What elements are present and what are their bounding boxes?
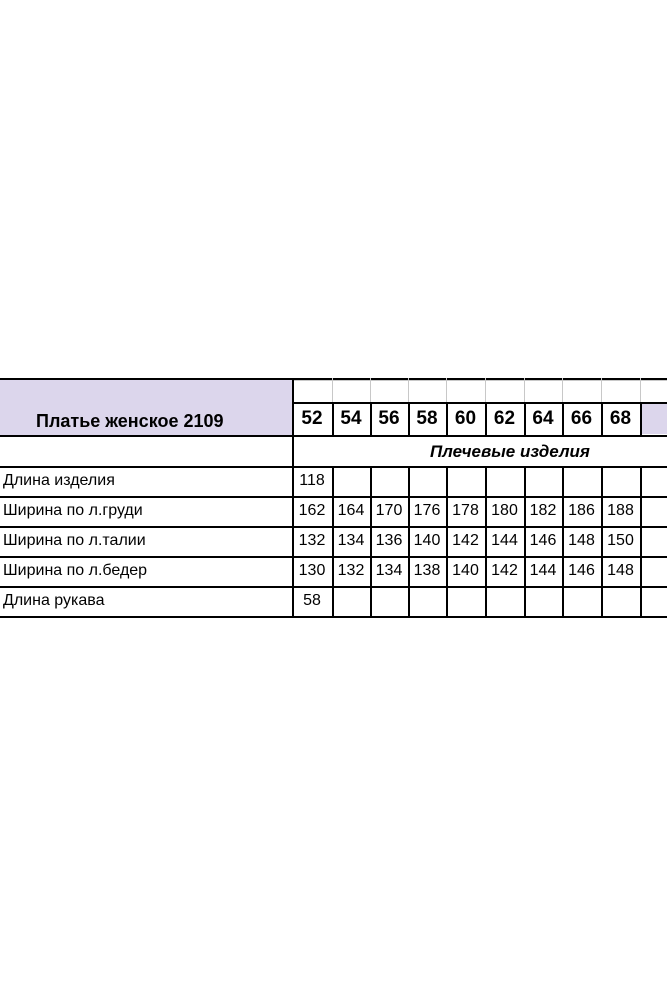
grid-line [640, 402, 642, 436]
table-cell: 188 [607, 502, 634, 519]
grid-line [292, 378, 294, 618]
grid-line [332, 466, 334, 618]
table-cell: 118 [299, 472, 325, 489]
grid-line [562, 402, 564, 436]
grid-line [370, 466, 372, 618]
grid-line [292, 402, 667, 404]
size-header-cell: 56 [378, 408, 400, 429]
size-header-cell: 52 [301, 408, 323, 429]
header-background-right [640, 404, 667, 434]
grid-line [370, 378, 371, 402]
row-label: Ширина по л.бедер [3, 562, 148, 579]
grid-line [446, 402, 448, 436]
table-cell: 150 [607, 532, 634, 549]
table-cell: 170 [375, 502, 403, 519]
row-label: Ширина по л.груди [3, 502, 143, 519]
grid-line [408, 402, 410, 436]
table-cell: 144 [529, 562, 557, 579]
row-label: Длина рукава [3, 592, 105, 609]
table-cell: 164 [337, 502, 365, 519]
table-cell: 142 [452, 532, 479, 549]
grid-line [601, 378, 602, 402]
grid-line [292, 380, 667, 381]
size-header-cell: 68 [609, 408, 632, 429]
table-cell: 146 [568, 562, 595, 579]
table-cell: 134 [337, 532, 365, 549]
table-title: Платье женское 2109 [36, 411, 224, 431]
size-header-cell: 58 [416, 408, 438, 429]
table-cell: 132 [337, 562, 365, 579]
grid-line [408, 378, 409, 402]
grid-line [485, 466, 487, 618]
table-cell: 144 [491, 532, 518, 549]
grid-line [562, 378, 563, 402]
table-cell: 138 [413, 562, 441, 579]
section-subtitle: Плечевые изделия [430, 442, 590, 461]
grid-line [640, 378, 641, 402]
grid-line [446, 466, 448, 618]
table-cell: 58 [303, 592, 321, 609]
table-cell: 140 [452, 562, 479, 579]
grid-line [601, 402, 603, 436]
table-cell: 148 [568, 532, 595, 549]
size-header-cell: 60 [454, 408, 477, 429]
table-cell: 136 [375, 532, 403, 549]
grid-line [370, 402, 372, 436]
grid-line [524, 378, 525, 402]
table-cell: 162 [298, 502, 326, 519]
table-cell: 182 [529, 502, 557, 519]
row-label: Длина изделия [3, 472, 115, 489]
table-cell: 134 [375, 562, 403, 579]
table-cell: 142 [491, 562, 518, 579]
table-cell: 130 [298, 562, 326, 579]
grid-line [485, 378, 486, 402]
size-header-cell: 62 [493, 408, 516, 429]
size-header-cell: 54 [340, 408, 362, 429]
grid-line [332, 378, 333, 402]
grid-line [601, 466, 603, 618]
grid-line [485, 402, 487, 436]
table-cell: 186 [568, 502, 595, 519]
grid-line [524, 402, 526, 436]
table-cell: 176 [413, 502, 441, 519]
table-cell: 140 [413, 532, 441, 549]
grid-line [640, 466, 642, 618]
grid-line [562, 466, 564, 618]
grid-line [332, 402, 334, 436]
size-table [0, 378, 667, 618]
grid-line [524, 466, 526, 618]
grid-line [446, 378, 447, 402]
table-cell: 146 [529, 532, 557, 549]
size-header-cell: 66 [570, 408, 593, 429]
size-header-cell: 64 [532, 408, 554, 429]
table-cell: 148 [607, 562, 634, 579]
grid-line [408, 466, 410, 618]
table-cell: 178 [452, 502, 479, 519]
table-cell: 180 [491, 502, 518, 519]
table-cell: 132 [298, 532, 326, 549]
row-label: Ширина по л.талии [3, 532, 146, 549]
